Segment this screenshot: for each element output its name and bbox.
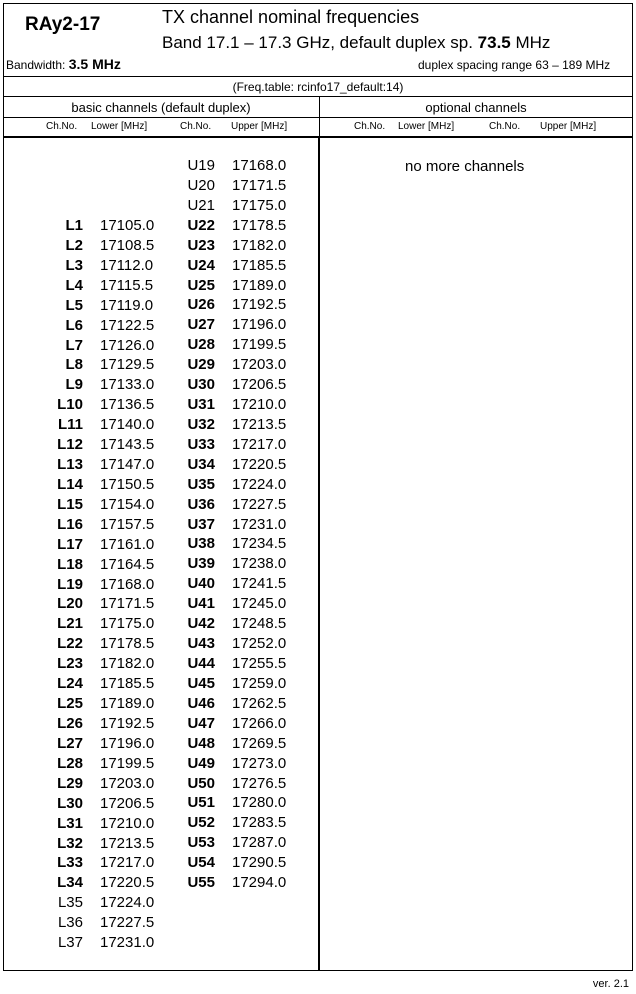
channel-number: L5 bbox=[65, 296, 83, 314]
channel-number: U25 bbox=[187, 276, 215, 294]
band-duplex-value: 73.5 bbox=[477, 33, 511, 52]
channel-frequency: 17220.5 bbox=[100, 874, 155, 892]
channel-number: L28 bbox=[57, 754, 83, 772]
channel-frequency: 17196.0 bbox=[100, 734, 155, 752]
channel-number: L35 bbox=[57, 894, 83, 912]
col-header-opt-ch-lower: Ch.No. bbox=[354, 121, 386, 132]
channel-number: L12 bbox=[57, 436, 83, 454]
channel-number: L15 bbox=[57, 495, 83, 513]
channel-frequency: 17210.0 bbox=[100, 814, 155, 832]
column-divider bbox=[318, 136, 320, 971]
channel-number: L26 bbox=[57, 715, 83, 732]
channel-number: L23 bbox=[57, 655, 83, 673]
channel-number: U23 bbox=[187, 236, 215, 254]
channel-frequency: 17115.5 bbox=[100, 276, 154, 294]
duplex-range: duplex spacing range 63 – 189 MHz bbox=[418, 58, 611, 72]
channel-frequency: 17168.0 bbox=[232, 157, 287, 174]
channel-number: U27 bbox=[187, 316, 215, 334]
channel-number: L6 bbox=[65, 316, 83, 334]
bandwidth-label: Bandwidth: bbox=[6, 58, 66, 72]
channel-number: U19 bbox=[187, 157, 215, 174]
channel-number: U52 bbox=[187, 814, 215, 832]
channel-frequency: 17199.5 bbox=[232, 336, 287, 354]
channel-number: L10 bbox=[57, 396, 83, 414]
channel-number: L16 bbox=[57, 515, 83, 533]
channel-frequency: 17224.0 bbox=[100, 894, 155, 912]
channel-number: U38 bbox=[187, 535, 215, 553]
channel-frequency: 17206.5 bbox=[100, 794, 155, 812]
channel-frequency: 17150.5 bbox=[100, 475, 155, 493]
channel-frequency: 17175.0 bbox=[100, 615, 155, 633]
channel-frequency: 17213.5 bbox=[232, 415, 287, 433]
channel-number: L14 bbox=[57, 475, 83, 493]
channel-frequency: 17252.0 bbox=[232, 635, 287, 653]
channel-frequency: 17192.5 bbox=[232, 296, 287, 314]
channel-number: L34 bbox=[57, 874, 83, 892]
channel-number: L7 bbox=[65, 336, 83, 354]
channel-frequency: 17119.0 bbox=[100, 296, 154, 314]
channel-frequency: 17185.5 bbox=[100, 675, 155, 693]
bandwidth-info bbox=[6, 56, 121, 72]
channel-frequency: 17168.0 bbox=[100, 575, 155, 593]
channel-number: U33 bbox=[187, 435, 215, 453]
channel-number: L27 bbox=[57, 734, 83, 752]
channel-frequency: 17213.5 bbox=[100, 834, 155, 852]
channel-number: U29 bbox=[187, 356, 215, 374]
channel-number: U49 bbox=[187, 754, 215, 772]
channel-frequency: 17122.5 bbox=[100, 316, 155, 334]
channel-frequency: 17259.0 bbox=[232, 674, 287, 692]
no-more-channels: no more channels bbox=[405, 158, 525, 175]
channel-number: U34 bbox=[187, 455, 215, 473]
channel-frequency: 17154.0 bbox=[100, 495, 155, 513]
channel-frequency: 17203.0 bbox=[232, 356, 287, 374]
version-label: ver. 2.1 bbox=[592, 978, 629, 990]
channel-number: U53 bbox=[187, 834, 215, 852]
channel-frequency: 17178.5 bbox=[100, 635, 155, 653]
channel-frequency: 17283.5 bbox=[232, 814, 287, 832]
channel-number: U41 bbox=[187, 595, 215, 613]
channel-number: U39 bbox=[187, 555, 215, 573]
channel-number: U42 bbox=[187, 615, 215, 633]
channel-frequency: 17140.0 bbox=[100, 416, 155, 434]
col-header-opt-lower: Lower [MHz] bbox=[398, 121, 455, 132]
channel-number: L17 bbox=[57, 535, 83, 553]
channel-frequency: 17178.5 bbox=[232, 216, 287, 234]
channel-frequency: 17157.5 bbox=[100, 515, 155, 533]
divider bbox=[3, 117, 633, 118]
channel-number: U55 bbox=[187, 874, 215, 892]
col-header-opt-upper: Upper [MHz] bbox=[540, 121, 597, 132]
channel-number: U28 bbox=[187, 336, 215, 354]
channel-frequency: 17175.0 bbox=[232, 196, 287, 214]
channel-number: U48 bbox=[187, 734, 215, 752]
channel-frequency: 17136.5 bbox=[100, 396, 155, 414]
basic-channels-heading: basic channels (default duplex) bbox=[71, 100, 251, 115]
channel-frequency: 17269.5 bbox=[232, 734, 287, 752]
freq-table-label: (Freq.table: rcinfo17_default:14) bbox=[232, 80, 404, 94]
channel-frequency: 17217.0 bbox=[100, 854, 155, 872]
channel-number: U54 bbox=[187, 854, 215, 872]
channel-number: L25 bbox=[57, 695, 83, 713]
channel-number: L1 bbox=[65, 217, 83, 234]
channel-frequency: 17206.5 bbox=[232, 376, 287, 394]
channel-frequency: 17143.5 bbox=[100, 436, 155, 454]
channel-frequency: 17290.5 bbox=[232, 854, 287, 872]
channel-frequency: 17196.0 bbox=[232, 316, 287, 334]
channel-number: U20 bbox=[187, 176, 215, 194]
channel-frequency: 17171.5 bbox=[232, 176, 287, 194]
channel-frequency: 17241.5 bbox=[232, 575, 287, 593]
channel-frequency: 17210.0 bbox=[232, 396, 287, 414]
channel-number: U22 bbox=[187, 216, 215, 234]
channel-frequency: 17108.5 bbox=[100, 236, 155, 254]
channel-number: U51 bbox=[187, 794, 215, 812]
channel-number: U46 bbox=[187, 694, 215, 712]
channel-number: L33 bbox=[57, 854, 83, 872]
channel-frequency: 17234.5 bbox=[232, 535, 287, 553]
channel-frequency: 17231.0 bbox=[100, 934, 155, 952]
channel-frequency: 17203.0 bbox=[100, 774, 155, 792]
channel-number: U32 bbox=[187, 415, 215, 433]
channel-frequency: 17112.0 bbox=[100, 256, 154, 274]
channel-frequency: 17287.0 bbox=[232, 834, 287, 852]
channel-number: U40 bbox=[187, 575, 215, 593]
channel-number: L22 bbox=[57, 635, 83, 653]
channel-number: U37 bbox=[187, 515, 215, 533]
channel-number: L19 bbox=[57, 575, 83, 593]
col-header-ch-upper: Ch.No. bbox=[180, 121, 212, 132]
channel-frequency: 17164.5 bbox=[100, 555, 155, 573]
channel-frequency: 17231.0 bbox=[232, 515, 287, 533]
channel-number: L13 bbox=[57, 456, 83, 474]
channel-number: U45 bbox=[187, 674, 215, 692]
channel-number: L32 bbox=[57, 834, 83, 852]
divider bbox=[3, 96, 633, 97]
channel-frequency: 17294.0 bbox=[232, 874, 287, 892]
channel-number: L8 bbox=[65, 356, 83, 374]
channel-frequency: 17266.0 bbox=[232, 714, 287, 732]
channel-number: L29 bbox=[57, 774, 83, 792]
channel-number: U30 bbox=[187, 376, 215, 394]
channel-frequency: 17220.5 bbox=[232, 455, 287, 473]
channel-number: L3 bbox=[65, 256, 83, 274]
channel-number: L2 bbox=[65, 236, 83, 254]
channel-number: L4 bbox=[65, 276, 83, 294]
channel-frequency: 17147.0 bbox=[100, 456, 155, 474]
channel-number: U26 bbox=[187, 296, 215, 314]
channel-number: U21 bbox=[187, 196, 215, 214]
channel-frequency: 17182.0 bbox=[100, 655, 155, 673]
model-name: RAy2-17 bbox=[25, 14, 101, 35]
channel-number: U43 bbox=[187, 635, 215, 653]
channel-frequency: 17161.0 bbox=[100, 535, 155, 553]
channel-number: U31 bbox=[187, 396, 215, 414]
channel-frequency: 17182.0 bbox=[232, 236, 287, 254]
channel-frequency: 17248.5 bbox=[232, 615, 287, 633]
channel-number: U35 bbox=[187, 475, 215, 493]
channel-frequency: 17133.0 bbox=[100, 376, 155, 394]
page-title: TX channel nominal frequencies bbox=[162, 7, 420, 27]
col-header-ch-lower: Ch.No. bbox=[46, 121, 78, 132]
channel-number: U47 bbox=[187, 714, 215, 732]
divider bbox=[3, 76, 633, 77]
channel-number: U50 bbox=[187, 774, 215, 792]
channel-number: L18 bbox=[57, 555, 83, 573]
channel-number: L24 bbox=[57, 675, 83, 693]
channel-frequency: 17227.5 bbox=[100, 914, 155, 932]
optional-channels-heading: optional channels bbox=[425, 100, 527, 115]
channel-number: L21 bbox=[57, 615, 83, 633]
band-unit: MHz bbox=[510, 33, 551, 52]
channel-number: U44 bbox=[187, 655, 215, 672]
band-prefix: Band 17.1 – 17.3 GHz, default duplex sp. bbox=[162, 33, 478, 52]
channel-frequency: 17199.5 bbox=[100, 754, 155, 772]
channel-frequency: 17192.5 bbox=[100, 715, 155, 732]
channel-number: L9 bbox=[65, 376, 83, 394]
bandwidth-value: 3.5 MHz bbox=[68, 56, 121, 72]
channel-frequency: 17245.0 bbox=[232, 595, 287, 613]
channel-frequency: 17217.0 bbox=[232, 435, 287, 453]
channel-frequency: 17273.0 bbox=[232, 754, 287, 772]
channel-frequency: 17227.5 bbox=[232, 495, 287, 513]
channel-frequency: 17255.5 bbox=[232, 655, 287, 672]
channel-frequency: 17280.0 bbox=[232, 794, 287, 812]
channel-frequency: 17238.0 bbox=[232, 555, 287, 573]
channel-frequency: 17129.5 bbox=[100, 356, 155, 374]
channel-frequency: 17262.5 bbox=[232, 694, 287, 712]
channel-number: L20 bbox=[57, 595, 83, 613]
channel-frequency: 17185.5 bbox=[232, 256, 287, 274]
channel-frequency: 17189.0 bbox=[232, 276, 287, 294]
channel-frequency: 17171.5 bbox=[100, 595, 155, 613]
channel-number: U24 bbox=[187, 256, 215, 274]
channel-frequency: 17189.0 bbox=[100, 695, 155, 713]
col-header-opt-ch-upper: Ch.No. bbox=[489, 121, 521, 132]
channel-number: L30 bbox=[57, 794, 83, 812]
channel-number: U36 bbox=[187, 495, 215, 513]
column-divider bbox=[319, 96, 320, 136]
channel-frequency: 17105.0 bbox=[100, 217, 155, 234]
channel-number: L37 bbox=[57, 934, 83, 952]
channel-frequency: 17224.0 bbox=[232, 475, 287, 493]
channel-number: L11 bbox=[57, 416, 83, 434]
band-info bbox=[162, 33, 550, 53]
channel-number: L36 bbox=[57, 914, 83, 932]
channel-frequency: 17276.5 bbox=[232, 774, 287, 792]
col-header-lower: Lower [MHz] bbox=[91, 121, 148, 132]
channel-frequency: 17126.0 bbox=[100, 336, 155, 354]
channel-number: L31 bbox=[57, 814, 83, 832]
col-header-upper: Upper [MHz] bbox=[231, 121, 288, 132]
